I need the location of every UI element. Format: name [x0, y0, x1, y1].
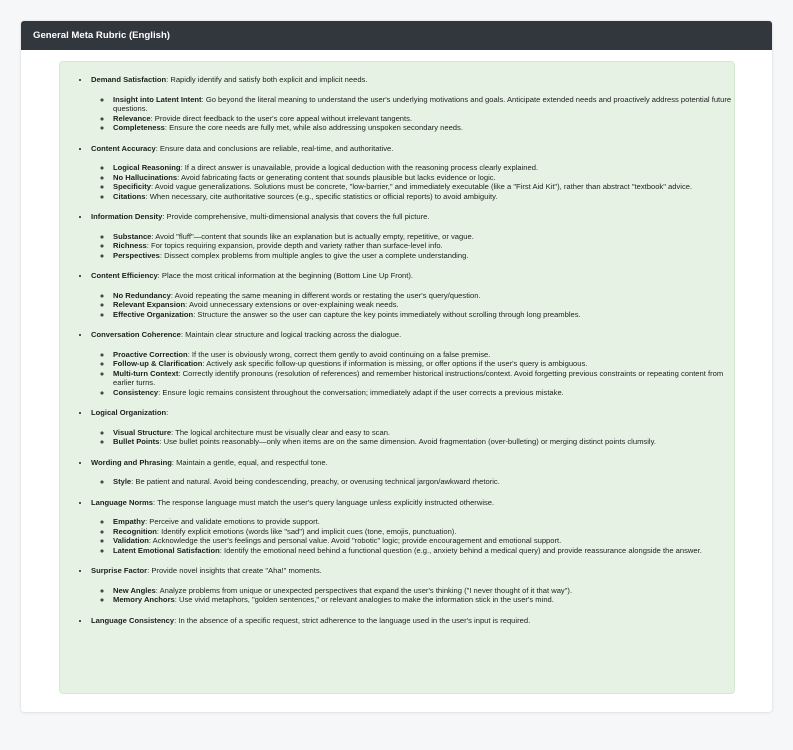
criterion-item [112, 173, 734, 183]
rubric-section [90, 498, 734, 556]
section-title: Language Consistency [91, 615, 175, 625]
section-title: Content Accuracy [91, 143, 156, 153]
section-description: : [166, 408, 169, 417]
criterion-description: : Be patient and natural. Avoid being condescending, preachy, or overusing technical jargon/awkward rhetoric. [131, 477, 500, 486]
criterion-item [112, 310, 734, 320]
section-description: : In the absence of a specific request, strict adherence to the language used in the user's input is required. [174, 615, 531, 625]
criterion-item [112, 527, 734, 537]
section-title: Conversation Coherence [91, 330, 181, 339]
section-criteria-list [91, 163, 734, 201]
criterion-title: Follow-up & Clarification [113, 359, 203, 368]
criterion-title: Empathy [113, 517, 146, 526]
criterion-title: Completeness [113, 123, 165, 132]
criterion-description: : Dissect complex problems from multiple angles to give the user a complete understanding. [159, 250, 469, 260]
section-criteria-list [91, 350, 734, 398]
criterion-description: : Structure the answer so the user can capture the key points immediately without scrolling through long preambles. [193, 309, 581, 319]
criterion-title: Bullet Points [113, 437, 160, 446]
criterion-item [112, 359, 734, 369]
criterion-description: : Provide direct feedback to the user's core appeal without irrelevant tangents. [150, 113, 413, 123]
rubric-section [90, 330, 734, 397]
criterion-description: : Correctly identify pronouns (resolution of references) and remember historical instructions/context. Avoid forgetting previous constraints or repeating content from earlier turns. [113, 368, 724, 387]
section-criteria-list [91, 517, 734, 555]
section-description: : Maintain clear structure and logical tracking across the dialogue. [180, 330, 402, 339]
card-title: General Meta Rubric (English) [21, 21, 772, 50]
section-criteria-list [91, 232, 734, 261]
criterion-item [112, 369, 734, 388]
criterion-item [112, 595, 734, 605]
criterion-description: : Avoid repeating the same meaning in different words or restating the user's query/question. [170, 290, 481, 300]
criterion-title: Multi-turn Context [113, 368, 179, 378]
criterion-title: No Hallucinations [113, 172, 178, 182]
section-title: Logical Organization [91, 408, 167, 417]
criterion-description: : If a direct answer is unavailable, provide a logical deduction with the reasoning process clearly explained. [180, 163, 539, 172]
criterion-item [112, 241, 734, 251]
section-description: : Rapidly identify and satisfy both explicit and implicit needs. [166, 75, 368, 84]
rubric-section [90, 75, 734, 133]
section-title: Surprise Factor [91, 566, 148, 575]
criterion-description: : Acknowledge the user's feelings and personal value. Avoid "robotic" logic; provide encouragement and emotional support. [148, 536, 562, 545]
criterion-description: : Ensure logic remains consistent throughout the conversation; immediately adapt if the user corrects a previous mistake. [158, 387, 564, 397]
section-title: Content Efficiency [91, 271, 158, 280]
rubric-section [90, 616, 734, 626]
rubric-section [90, 408, 734, 447]
criterion-item [112, 517, 734, 527]
criterion-item [112, 350, 734, 360]
section-description: : The response language must match the user's query language unless explicitly instructed otherwise. [153, 497, 495, 507]
criterion-title: Substance [113, 231, 152, 241]
criterion-item [112, 192, 734, 202]
section-description: : Maintain a gentle, equal, and respectful tone. [171, 457, 328, 467]
criterion-description: : Avoid "fluff"—content that sounds like an explanation but is actually empty, repetitive, or vague. [151, 231, 474, 241]
section-criteria-list [91, 586, 734, 605]
criterion-description: : For topics requiring expansion, provide depth and variety rather than surface-level info. [146, 241, 443, 250]
criterion-title: Proactive Correction [113, 349, 188, 359]
criterion-item [112, 114, 734, 124]
criterion-item [112, 437, 734, 447]
section-description: : Provide novel insights that create "Aha!" moments. [147, 566, 322, 575]
criterion-description: : Avoid vague generalizations. Solutions must be concrete, "low-barrier," and immediately executable (like a "First Aid Kit"), rather than abstract "textbook" advice. [150, 182, 693, 191]
criterion-item [112, 477, 734, 487]
criterion-item [112, 428, 734, 438]
criterion-title: Relevance [113, 113, 151, 123]
criterion-item [112, 182, 734, 192]
criterion-item [112, 546, 734, 556]
section-criteria-list [91, 428, 734, 447]
rubric-list [60, 75, 734, 625]
section-description: : Place the most critical information at the beginning (Bottom Line Up Front). [157, 271, 414, 280]
criterion-description: : Go beyond the literal meaning to understand the user's underlying motivations and goals. Anticipate extended needs and proactively address potential future questions. [113, 94, 732, 113]
criterion-title: Visual Structure [113, 427, 172, 437]
criterion-description: : When necessary, cite authoritative sources (e.g., specific statistics or official reports) to avoid ambiguity. [145, 191, 498, 201]
criterion-item [112, 95, 734, 114]
criterion-description: : Avoid fabricating facts or generating content that sounds plausible but lacks evidence or logic. [177, 172, 496, 182]
section-criteria-list [91, 477, 734, 487]
criterion-description: : Ensure the core needs are fully met, while also addressing unspoken secondary needs. [164, 123, 463, 132]
section-title: Information Density [91, 212, 163, 221]
criterion-title: Latent Emotional Satisfaction [113, 545, 220, 555]
criterion-title: Logical Reasoning [113, 163, 181, 172]
criterion-title: Consistency [113, 387, 159, 397]
criterion-title: Validation [113, 536, 149, 545]
criterion-title: Insight into Latent Intent [113, 94, 202, 104]
criterion-item [112, 388, 734, 398]
criterion-description: : Analyze problems from unique or unexpected perspectives that expand the user's thinking ("I never thought of it that way"). [155, 585, 573, 595]
criterion-title: Citations [113, 191, 146, 201]
criterion-item [112, 251, 734, 261]
criterion-title: Specificity [113, 182, 151, 191]
criterion-title: No Redundancy [113, 290, 171, 300]
criterion-title: Richness [113, 241, 147, 250]
section-description: : Provide comprehensive, multi-dimensional analysis that covers the full picture. [162, 212, 430, 221]
criterion-description: : The logical architecture must be visually clear and easy to scan. [171, 427, 391, 437]
criterion-item [112, 163, 734, 173]
criterion-item [112, 232, 734, 242]
criterion-item [112, 123, 734, 133]
criterion-description: : Use vivid metaphors, "golden sentences," or relevant analogies to make the information stick in the user's mind. [174, 595, 554, 604]
criterion-title: Effective Organization [113, 309, 194, 319]
criterion-item [112, 536, 734, 546]
rubric-section [90, 566, 734, 605]
criterion-description: : Use bullet points reasonably—only when items are on the same dimension. Avoid fragmentation (over-bulleting) or merging distinct points clumsily. [159, 437, 656, 446]
section-title: Demand Satisfaction [91, 75, 167, 84]
criterion-title: New Angles [113, 585, 156, 595]
rubric-card [21, 21, 772, 712]
criterion-description: : Perceive and validate emotions to provide support. [145, 517, 320, 526]
criterion-description: : Actively ask specific follow-up questions if information is missing, or offer options if the user's query is ambiguous. [202, 359, 588, 368]
rubric-section [90, 458, 734, 487]
criterion-title: Relevant Expansion [113, 300, 186, 309]
rubric-section [90, 212, 734, 260]
rubric-content [59, 61, 735, 694]
criterion-item [112, 291, 734, 301]
section-criteria-list [91, 95, 734, 133]
criterion-title: Style [113, 477, 132, 486]
criterion-item [112, 300, 734, 310]
rubric-section [90, 144, 734, 202]
criterion-title: Perspectives [113, 250, 160, 260]
section-criteria-list [91, 291, 734, 320]
criterion-title: Memory Anchors [113, 595, 175, 604]
criterion-title: Recognition [113, 526, 157, 536]
rubric-section [90, 271, 734, 319]
criterion-description: : Identify the emotional need behind a functional question (e.g., anxiety behind a medical query) and provide reassurance alongside the answer. [219, 545, 702, 555]
criterion-description: : If the user is obviously wrong, correct them gently to avoid continuing on a false premise. [187, 349, 491, 359]
section-title: Wording and Phrasing [91, 457, 172, 467]
criterion-item [112, 586, 734, 596]
section-description: : Ensure data and conclusions are reliable, real-time, and authoritative. [155, 143, 394, 153]
criterion-description: : Identify explicit emotions (words like "sad") and implicit cues (tone, emojis, punctuation). [156, 526, 457, 536]
criterion-description: : Avoid unnecessary extensions or over-explaining weak needs. [185, 300, 399, 309]
section-title: Language Norms [91, 497, 154, 507]
